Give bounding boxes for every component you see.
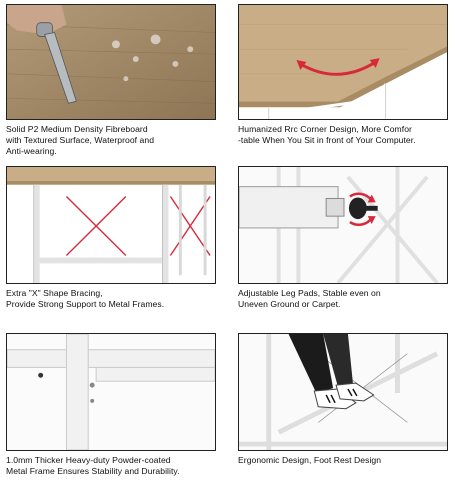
leg-pad-photo [238,166,448,284]
caption-line: Humanized Rrc Corner Design, More Comfor [238,124,412,134]
feature-panel-frame [6,333,216,477]
caption-line: Uneven Ground or Carpet. [238,299,341,309]
feature-panel-fibreboard [6,4,216,157]
white-frame-photo [6,333,216,451]
x-bracing-photo [6,166,216,284]
wood-surface-key-photo [6,4,216,120]
corner-caption [238,124,448,146]
caption-line: Adjustable Leg Pads, Stable even on [238,288,381,298]
caption-line: 1.0mm Thicker Heavy-duty Powder-coated [6,455,171,465]
caption-line: Anti-wearing. [6,146,57,156]
leg-pads-caption [238,288,448,310]
caption-line: -table When You Sit in front of Your Computer. [238,135,416,145]
caption-line: Extra "X" Shape Bracing, [6,288,103,298]
caption-line: Ergonomic Design, Foot Rest Design [238,455,382,465]
feature-panel-bracing [6,166,216,310]
foot-rest-photo [238,333,448,451]
caption-line: Solid P2 Medium Density Fibreboard [6,124,148,134]
feature-panel-leg-pads [238,166,448,310]
frame-caption [6,455,216,477]
caption-line: with Textured Surface, Waterproof and [6,135,155,145]
ergonomic-caption [238,455,448,466]
caption-line: Metal Frame Ensures Stability and Durability. [6,466,180,476]
caption-line: Provide Strong Support to Metal Frames. [6,299,165,309]
bracing-caption [6,288,216,310]
feature-panel-ergonomic [238,333,448,466]
fibreboard-caption [6,124,216,157]
desk-corner-photo [238,4,448,120]
feature-panel-corner [238,4,448,146]
